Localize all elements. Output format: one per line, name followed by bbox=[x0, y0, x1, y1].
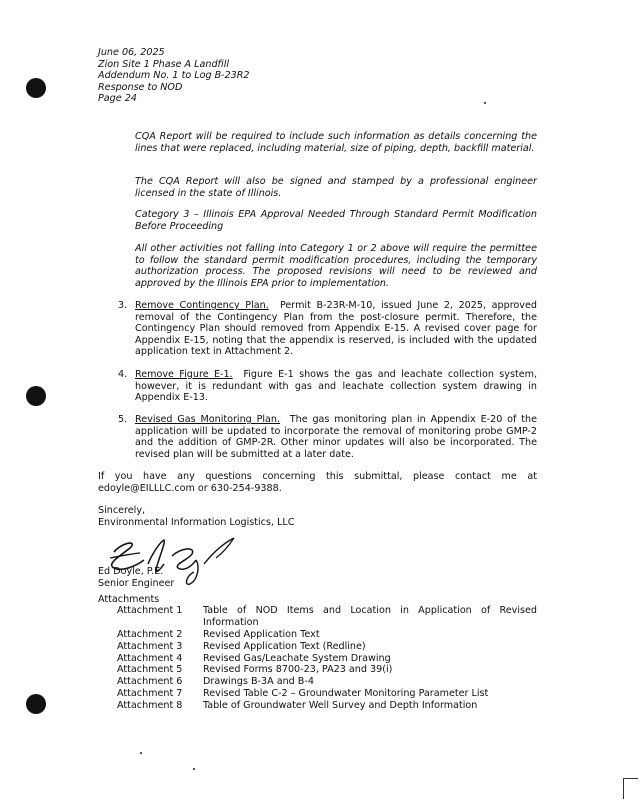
attachment-description: Revised Gas/Leachate System Drawing bbox=[203, 653, 391, 664]
italic-paragraph: The CQA Report will also be signed and stamped by a professional engineer licensed in the state of Illinois. bbox=[135, 176, 537, 199]
scan-speck bbox=[140, 752, 142, 754]
attachment-label: Attachment 8 bbox=[117, 700, 183, 711]
header-site: Zion Site 1 Phase A Landfill bbox=[98, 58, 230, 70]
header-page: Page 24 bbox=[98, 93, 137, 105]
scan-speck bbox=[484, 102, 486, 104]
attachments-heading: Attachments bbox=[98, 594, 160, 605]
attachment-description: Table of NOD Items and Location in Application of Revised Information bbox=[203, 605, 537, 628]
italic-paragraph: All other activities not falling into Category 1 or 2 above will require the permittee to follow the standard permit modification procedures, including the temporary authorization process. The proposed revisions will need to be reviewed and approved by the Illinois EPA prior to implementation. bbox=[135, 243, 537, 289]
attachment-description: Revised Application Text bbox=[203, 629, 320, 640]
signer-title: Senior Engineer bbox=[98, 578, 175, 589]
attachment-label: Attachment 2 bbox=[117, 629, 183, 640]
closing-paragraph: If you have any questions concerning this submittal, please contact me at edoyle@EILLLC.com or 630-254-9388. bbox=[98, 471, 537, 494]
header-response: Response to NOD bbox=[98, 81, 183, 93]
signer-name: Ed Doyle, P.E. bbox=[98, 566, 164, 577]
company-name: Environmental Information Logistics, LLC bbox=[98, 517, 295, 528]
item-number: 4. bbox=[118, 369, 128, 380]
letter-header bbox=[98, 47, 249, 105]
attachment-label: Attachment 7 bbox=[117, 688, 183, 699]
header-date: June 06, 2025 bbox=[98, 47, 165, 58]
attachment-description: Revised Table C-2 – Groundwater Monitoring Parameter List bbox=[203, 688, 489, 699]
header-addendum: Addendum No. 1 to Log B-23R2 bbox=[98, 70, 250, 82]
item-body: Figure E-1 shows the gas and leachate collection system, however, it is redundant with gas and leachate collection system drawing in Appendix E-13. bbox=[135, 369, 538, 404]
page-corner-mark bbox=[623, 778, 638, 799]
attachment-label: Attachment 1 bbox=[117, 605, 183, 616]
item-title: Revised Gas Monitoring Plan. bbox=[135, 414, 281, 425]
attachment-label: Attachment 5 bbox=[117, 664, 183, 675]
punch-hole bbox=[26, 694, 46, 714]
item-body: The gas monitoring plan in Appendix E-20 of the application will be updated to incorporate the removal of monitoring probe GMP-2 and the addition of GMP-2R. Other minor updates will also be incorporated. The revised plan will be submitted at a later date. bbox=[135, 414, 538, 460]
attachment-label: Attachment 4 bbox=[117, 653, 183, 664]
scan-speck bbox=[193, 768, 195, 770]
item-number: 5. bbox=[118, 414, 128, 425]
attachment-label: Attachment 3 bbox=[117, 641, 183, 652]
attachment-description: Table of Groundwater Well Survey and Depth Information bbox=[203, 700, 478, 711]
item-title: Remove Contingency Plan. bbox=[135, 300, 269, 311]
punch-hole bbox=[26, 78, 46, 98]
attachment-description: Revised Application Text (Redline) bbox=[203, 641, 366, 652]
item-number: 3. bbox=[118, 300, 128, 311]
attachment-description: Revised Forms 8700-23, PA23 and 39(i) bbox=[203, 664, 393, 675]
punch-hole bbox=[26, 386, 46, 406]
attachment-label: Attachment 6 bbox=[117, 676, 183, 687]
item-body: Permit B-23R-M-10, issued June 2, 2025, approved removal of the Contingency Plan from the post-closure permit. Therefore, the Contingency Plan should removed from Appendix E-15. A revised cover page for Appendix E-15, noting that the appendix is reserved, is included with the updated application text in Attachment 2. bbox=[135, 300, 537, 358]
italic-paragraph: Category 3 – Illinois EPA Approval Needed Through Standard Permit Modification Before Proceeding bbox=[135, 209, 537, 232]
italic-paragraph: CQA Report will be required to include such information as details concerning the lines that were replaced, including material, size of piping, depth, backfill material. bbox=[135, 131, 537, 154]
salutation: Sincerely, bbox=[98, 505, 146, 516]
attachment-description: Drawings B-3A and B-4 bbox=[203, 676, 314, 687]
item-title: Remove Figure E-1. bbox=[135, 369, 233, 380]
